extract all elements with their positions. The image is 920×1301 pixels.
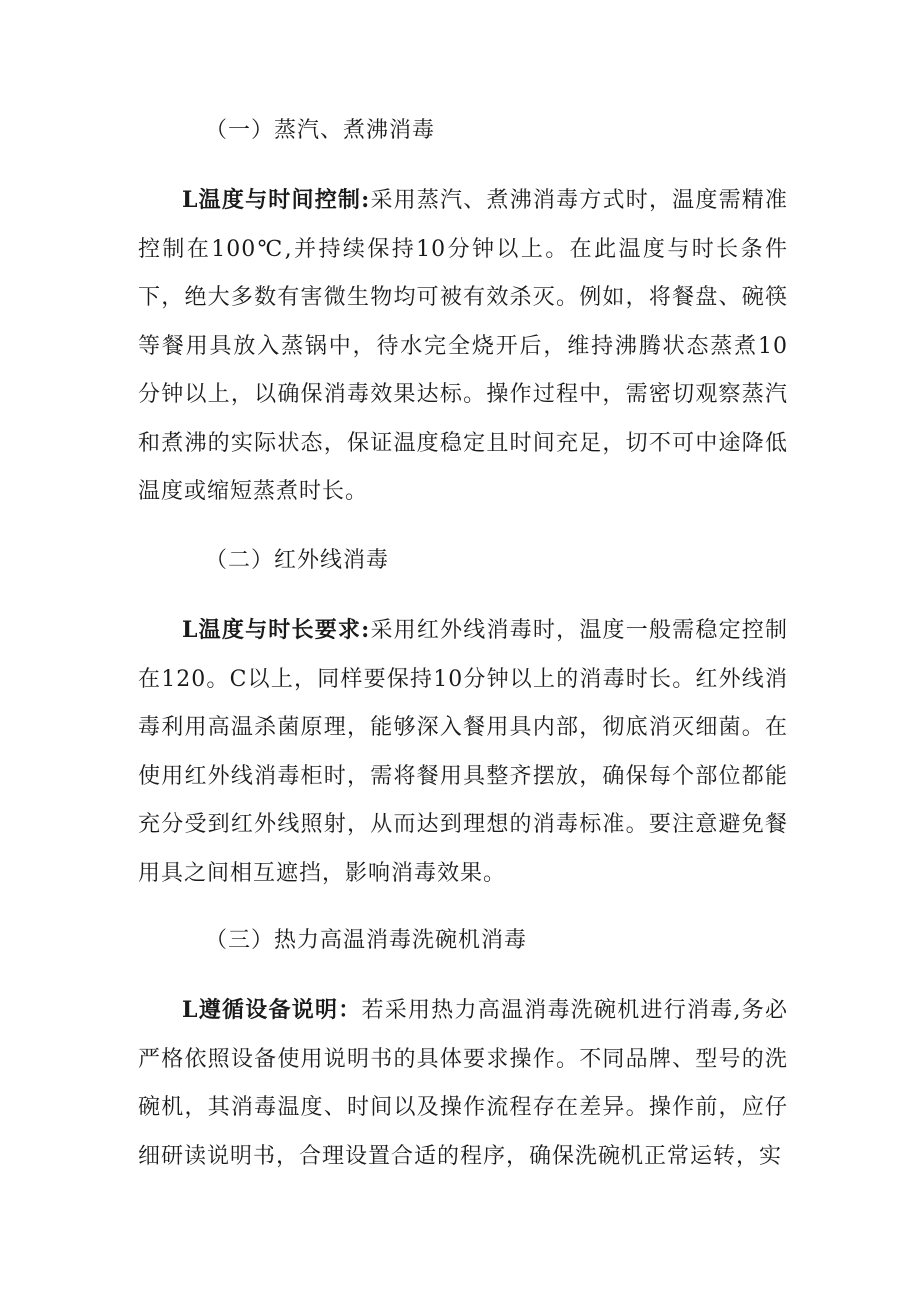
section-heading-3: （三）热力高温消毒洗碗机消毒 — [205, 928, 528, 953]
section-marker-2: L — [182, 617, 199, 643]
section-paragraph-3 — [138, 986, 788, 1181]
section-paragraph-1 — [138, 176, 788, 517]
section-term-2 — [182, 617, 370, 643]
section-term-3 — [182, 997, 361, 1023]
section-heading-1: （一）蒸汽、煮沸消毒 — [205, 118, 436, 143]
section-term-label-3: 遵循设备说明： — [198, 997, 362, 1023]
section-marker-3: L — [182, 997, 199, 1023]
section-term-label-2: 温度与时长要求: — [198, 617, 371, 643]
section-body-3: 若采用热力高温消毒洗碗机进行消毒,务必严格依照设备使用说明书的具体要求操作。不同品牌、型号的洗碗机，其消毒温度、时间以及操作流程存在差异。操作前，应仔细研读说明书，合理设置合适的程序，确保洗碗机正常运转，实 — [138, 998, 788, 1169]
section-term-label-1: 温度与时间控制: — [198, 187, 371, 213]
section-marker-1: L — [182, 187, 199, 213]
section-paragraph-2 — [138, 606, 788, 898]
section-heading-2: （二）红外线消毒 — [205, 548, 390, 573]
section-body-2: 采用红外线消毒时，温度一般需稳定控制在120。C以上，同样要保持10分钟以上的消毒时长。红外线消毒利用高温杀菌原理，能够深入餐用具内部，彻底消灭细菌。在使用红外线消毒柜时，需将餐用具整齐摆放，确保每个部位都能充分受到红外线照射，从而达到理想的消毒标准。要注意避免餐用具之间相互遮挡，影响消毒效果。 — [138, 618, 788, 886]
section-term-1 — [182, 187, 370, 213]
section-body-1: 采用蒸汽、煮沸消毒方式时，温度需精准控制在100℃,并持续保持10分钟以上。在此温度与时长条件下，绝大多数有害微生物均可被有效杀灭。例如，将餐盘、碗筷等餐用具放入蒸锅中，待水完全烧开后，维持沸腾状态蒸煮10分钟以上，以确保消毒效果达标。操作过程中，需密切观察蒸汽和煮沸的实际状态，保证温度稳定且时间充足，切不可中途降低温度或缩短蒸煮时长。 — [138, 188, 788, 504]
